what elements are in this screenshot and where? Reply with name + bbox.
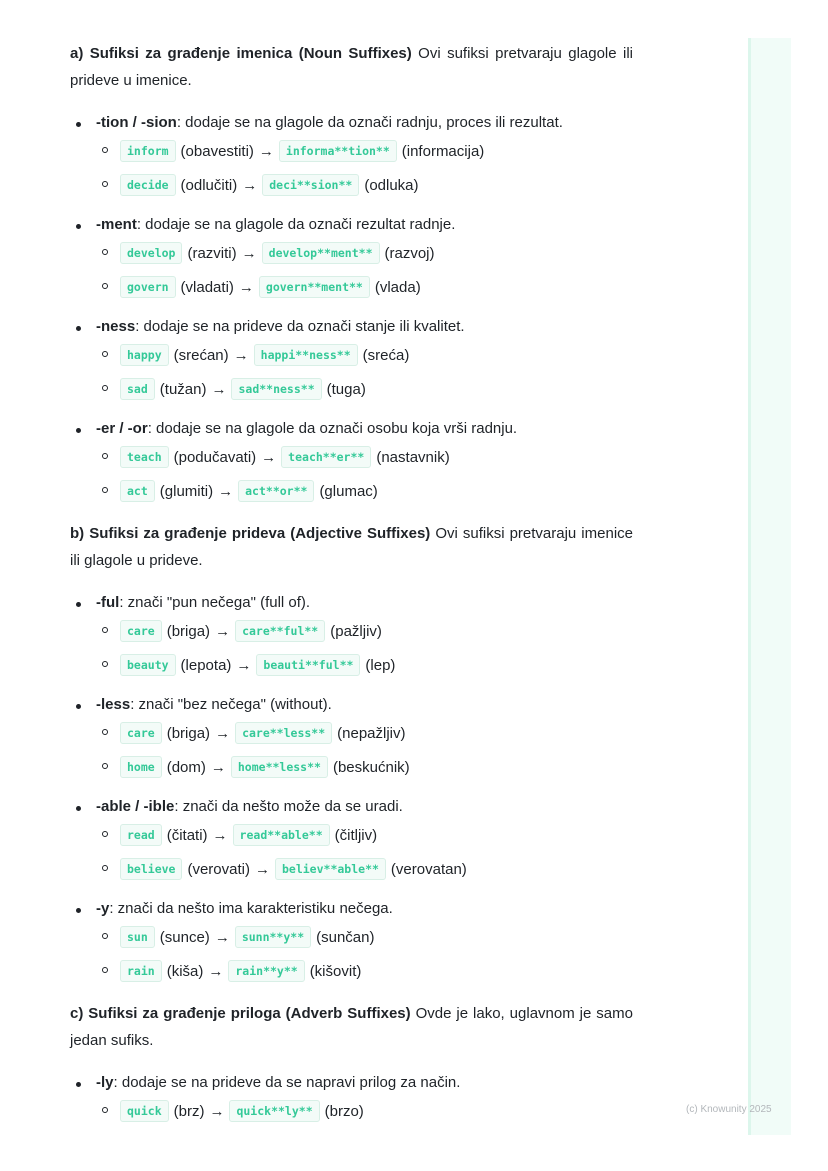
suffix-description: : znači "bez nečega" (without). [130, 696, 332, 713]
suffix-list [70, 1072, 633, 1128]
base-word-code: act [120, 480, 155, 502]
base-word-gloss: (odlučiti) [180, 176, 238, 194]
base-word-code: rain [120, 960, 162, 982]
base-word-code: quick [120, 1100, 169, 1122]
suffix-name: -ment [96, 216, 137, 233]
derived-word-gloss: (sreća) [362, 346, 410, 364]
suffix-item [70, 112, 633, 202]
suffix-definition [96, 214, 633, 236]
section-intro [70, 520, 633, 574]
base-word-gloss: (kiša) [166, 962, 204, 980]
base-word-code: govern [120, 276, 176, 298]
derived-word-code: quick**ly** [229, 1100, 319, 1122]
circle-bullet-icon [102, 763, 108, 769]
base-word-code: sad [120, 378, 155, 400]
derived-word-gloss: (čitljiv) [334, 826, 378, 844]
suffix-definition [96, 592, 633, 614]
example-item [96, 372, 633, 406]
document-body [70, 40, 633, 1140]
example-list [96, 338, 633, 406]
base-word-gloss: (sunce) [159, 928, 210, 946]
example-list [96, 134, 633, 202]
suffix-item [70, 898, 633, 988]
derived-word-code: happi**ness** [254, 344, 358, 366]
circle-bullet-icon [102, 453, 108, 459]
circle-bullet-icon [102, 627, 108, 633]
derived-word-code: read**able** [233, 824, 330, 846]
suffix-description: : dodaje se na prideve da se napravi prilog za način. [113, 1074, 461, 1091]
suffix-name: -ness [96, 318, 136, 335]
example-item [96, 168, 633, 202]
suffix-item [70, 1072, 633, 1128]
copyright-footer: (c) Knowunity 2025 [686, 1104, 772, 1115]
derived-word-gloss: (pažljiv) [330, 622, 382, 640]
base-word-code: care [120, 620, 162, 642]
derived-word-gloss: (sunčan) [316, 928, 375, 946]
base-word-gloss: (verovati) [187, 860, 250, 878]
suffix-item [70, 796, 633, 886]
example-item [96, 954, 633, 988]
base-word-code: teach [120, 446, 169, 468]
derived-word-code: deci**sion** [262, 174, 359, 196]
arrow-icon: → [242, 176, 258, 194]
suffix-name: -y [96, 900, 110, 917]
example-item [96, 338, 633, 372]
derived-word-gloss: (razvoj) [384, 244, 435, 262]
page-side-line [748, 38, 751, 1135]
arrow-icon: → [254, 860, 270, 878]
suffix-definition [96, 1072, 633, 1094]
example-item [96, 474, 633, 508]
derived-word-gloss: (nastavnik) [376, 448, 450, 466]
base-word-code: sun [120, 926, 155, 948]
derived-word-gloss: (nepažljiv) [337, 724, 406, 742]
arrow-icon: → [241, 244, 257, 262]
suffix-item [70, 214, 633, 304]
circle-bullet-icon [102, 283, 108, 289]
derived-word-code: govern**ment** [259, 276, 370, 298]
base-word-gloss: (glumiti) [159, 482, 214, 500]
section-heading: c) Sufiksi za građenje priloga (Adverb Suffixes) [70, 1005, 411, 1022]
circle-bullet-icon [102, 1107, 108, 1113]
example-item [96, 236, 633, 270]
suffix-name: -able / -ible [96, 798, 175, 815]
suffix-definition [96, 112, 633, 134]
suffix-definition [96, 694, 633, 716]
base-word-code: read [120, 824, 162, 846]
base-word-code: home [120, 756, 162, 778]
derived-word-code: teach**er** [281, 446, 371, 468]
suffix-item [70, 694, 633, 784]
example-item [96, 852, 633, 886]
arrow-icon: → [210, 758, 226, 776]
suffix-description: : dodaje se na prideve da označi stanje ili kvalitet. [135, 318, 465, 335]
bullet-icon [76, 122, 81, 127]
section-intro [70, 1000, 633, 1054]
example-list [96, 920, 633, 988]
bullet-icon [76, 1082, 81, 1087]
arrow-icon: → [212, 826, 228, 844]
suffix-description: : dodaje se na glagole da označi osobu koja vrši radnju. [147, 420, 518, 437]
base-word-gloss: (razviti) [187, 244, 237, 262]
suffix-description: : znači da nešto može da se uradi. [174, 798, 403, 815]
circle-bullet-icon [102, 729, 108, 735]
bullet-icon [76, 602, 81, 607]
example-list [96, 1094, 633, 1128]
circle-bullet-icon [102, 933, 108, 939]
circle-bullet-icon [102, 181, 108, 187]
arrow-icon: → [215, 622, 231, 640]
suffix-definition [96, 418, 633, 440]
bullet-icon [76, 704, 81, 709]
derived-word-code: care**ful** [235, 620, 325, 642]
example-item [96, 134, 633, 168]
base-word-gloss: (tužan) [159, 380, 207, 398]
derived-word-gloss: (brzo) [324, 1102, 364, 1120]
suffix-description: : znači "pun nečega" (full of). [119, 594, 311, 611]
section-heading: a) Sufiksi za građenje imenica (Noun Suffixes) [70, 45, 412, 62]
suffix-description: : znači da nešto ima karakteristiku nečega. [109, 900, 393, 917]
suffix-description: : dodaje se na glagole da označi rezultat radnje. [136, 216, 456, 233]
base-word-gloss: (vladati) [180, 278, 234, 296]
arrow-icon: → [261, 448, 277, 466]
example-list [96, 614, 633, 682]
suffix-list [70, 592, 633, 988]
circle-bullet-icon [102, 865, 108, 871]
derived-word-gloss: (tuga) [326, 380, 366, 398]
arrow-icon: → [258, 142, 274, 160]
derived-word-gloss: (vlada) [374, 278, 421, 296]
arrow-icon: → [218, 482, 234, 500]
bullet-icon [76, 908, 81, 913]
derived-word-code: rain**y** [228, 960, 304, 982]
example-item [96, 1094, 633, 1128]
example-list [96, 236, 633, 304]
base-word-gloss: (briga) [166, 622, 211, 640]
suffix-name: -less [96, 696, 131, 713]
base-word-code: decide [120, 174, 176, 196]
bullet-icon [76, 224, 81, 229]
arrow-icon: → [238, 278, 254, 296]
base-word-gloss: (srećan) [173, 346, 229, 364]
base-word-gloss: (dom) [166, 758, 206, 776]
derived-word-gloss: (verovatan) [390, 860, 467, 878]
base-word-gloss: (briga) [166, 724, 211, 742]
arrow-icon: → [209, 1102, 225, 1120]
example-item [96, 750, 633, 784]
suffix-item [70, 592, 633, 682]
suffix-definition [96, 898, 633, 920]
base-word-code: inform [120, 140, 176, 162]
derived-word-code: act**or** [238, 480, 314, 502]
derived-word-code: believ**able** [275, 858, 386, 880]
derived-word-gloss: (lep) [365, 656, 396, 674]
circle-bullet-icon [102, 967, 108, 973]
section-intro-text: Ovi sufiksi pretvaraju imenice ili glagole u prideve. [70, 525, 633, 569]
base-word-gloss: (čitati) [166, 826, 208, 844]
derived-word-code: home**less** [231, 756, 328, 778]
arrow-icon: → [214, 928, 230, 946]
circle-bullet-icon [102, 351, 108, 357]
derived-word-gloss: (kišovit) [309, 962, 362, 980]
suffix-list [70, 112, 633, 508]
circle-bullet-icon [102, 147, 108, 153]
suffix-name: -tion / -sion [96, 114, 177, 131]
suffix-definition [96, 316, 633, 338]
circle-bullet-icon [102, 487, 108, 493]
derived-word-gloss: (glumac) [319, 482, 378, 500]
base-word-gloss: (brz) [173, 1102, 205, 1120]
arrow-icon: → [233, 346, 249, 364]
example-list [96, 818, 633, 886]
suffix-name: -ful [96, 594, 120, 611]
base-word-code: develop [120, 242, 182, 264]
example-item [96, 818, 633, 852]
example-list [96, 440, 633, 508]
suffix-description: : dodaje se na glagole da označi radnju, proces ili rezultat. [176, 114, 563, 131]
base-word-code: care [120, 722, 162, 744]
example-list [96, 716, 633, 784]
suffix-item [70, 316, 633, 406]
section-intro [70, 40, 633, 94]
base-word-gloss: (obavestiti) [180, 142, 254, 160]
derived-word-gloss: (odluka) [364, 176, 419, 194]
circle-bullet-icon [102, 661, 108, 667]
derived-word-code: develop**ment** [262, 242, 380, 264]
arrow-icon: → [211, 380, 227, 398]
arrow-icon: → [208, 962, 224, 980]
derived-word-code: beauti**ful** [256, 654, 360, 676]
base-word-code: beauty [120, 654, 176, 676]
base-word-code: happy [120, 344, 169, 366]
arrow-icon: → [236, 656, 252, 674]
arrow-icon: → [215, 724, 231, 742]
base-word-code: believe [120, 858, 182, 880]
example-item [96, 614, 633, 648]
section-intro-text: Ovde je lako, uglavnom je samo jedan sufiks. [70, 1005, 633, 1049]
page-side-band [748, 38, 791, 1135]
circle-bullet-icon [102, 385, 108, 391]
derived-word-code: sad**ness** [231, 378, 321, 400]
derived-word-code: informa**tion** [279, 140, 397, 162]
derived-word-code: care**less** [235, 722, 332, 744]
section-heading: b) Sufiksi za građenje prideva (Adjective Suffixes) [70, 525, 431, 542]
example-item [96, 920, 633, 954]
example-item [96, 648, 633, 682]
bullet-icon [76, 806, 81, 811]
suffix-item [70, 418, 633, 508]
circle-bullet-icon [102, 831, 108, 837]
bullet-icon [76, 428, 81, 433]
suffix-name: -ly [96, 1074, 114, 1091]
section-intro-text: Ovi sufiksi pretvaraju glagole ili prideve u imenice. [70, 45, 633, 89]
suffix-name: -er / -or [96, 420, 148, 437]
example-item [96, 270, 633, 304]
base-word-gloss: (podučavati) [173, 448, 257, 466]
derived-word-gloss: (beskućnik) [332, 758, 410, 776]
example-item [96, 440, 633, 474]
suffix-definition [96, 796, 633, 818]
base-word-gloss: (lepota) [180, 656, 232, 674]
derived-word-gloss: (informacija) [401, 142, 485, 160]
bullet-icon [76, 326, 81, 331]
derived-word-code: sunn**y** [235, 926, 311, 948]
example-item [96, 716, 633, 750]
circle-bullet-icon [102, 249, 108, 255]
